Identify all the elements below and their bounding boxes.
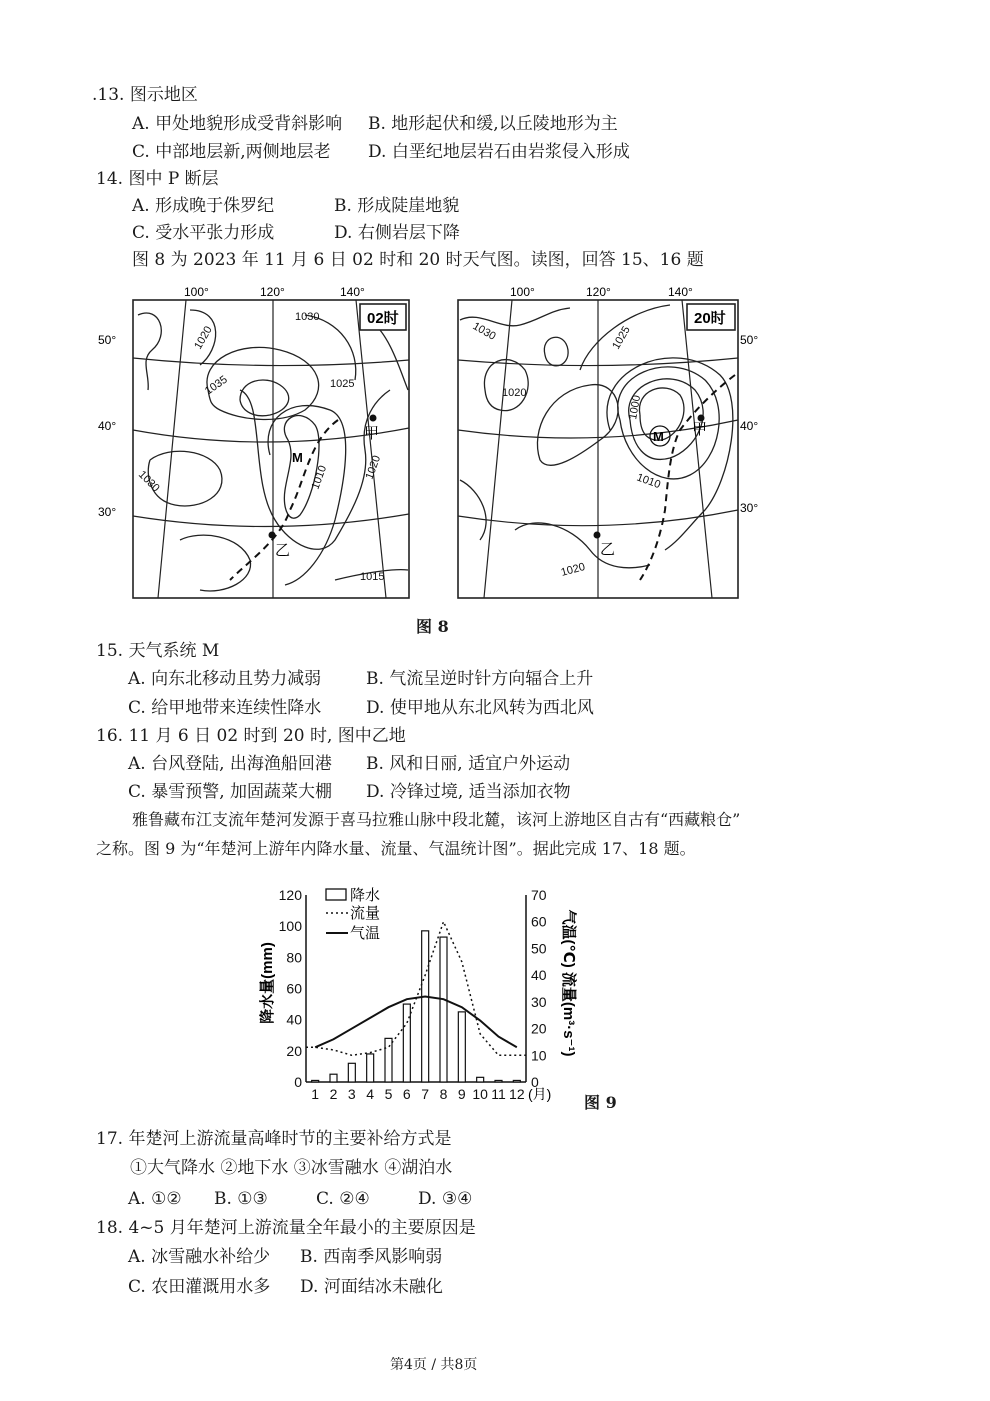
lon-140: 140° — [668, 285, 693, 299]
precip-bar — [403, 1004, 410, 1082]
label-M: M — [653, 429, 664, 444]
q16-stem: 16. 11 月 6 日 02 时到 20 时, 图中乙地 — [96, 726, 406, 746]
y-right-tick-label: 30 — [531, 993, 547, 1010]
figure9-intro-line1: 雅鲁藏布江支流年楚河发源于喜马拉雅山脉中段北麓，该河上游地区自古有“西藏粮仓” — [132, 810, 741, 829]
q15-option-a: A. 向东北移动且势力减弱 — [128, 669, 322, 689]
isobar-label: 1020 — [502, 387, 527, 399]
map-time-label: 02时 — [367, 310, 399, 327]
label-M: M — [292, 450, 303, 465]
y-left-tick-label: 40 — [286, 1011, 302, 1028]
q18-option-b: B. 西南季风影响弱 — [300, 1247, 443, 1267]
precip-bar — [495, 1080, 502, 1082]
figure8-caption: 图 8 — [416, 617, 449, 636]
precip-bar — [312, 1080, 319, 1082]
q18-option-c: C. 农田灌溉用水多 — [128, 1277, 271, 1297]
legend-flow: 流量 — [350, 905, 381, 922]
q13-option-b: B. 地形起伏和缓,以丘陵地形为主 — [368, 114, 618, 134]
y-right-tick-label: 50 — [531, 940, 547, 957]
x-tick-label: 3 — [347, 1086, 356, 1102]
q17-option-c: C. ②④ — [316, 1189, 370, 1209]
x-unit-label: (月) — [528, 1086, 552, 1102]
isobar-label: 1000 — [627, 394, 644, 421]
x-tick-label: 8 — [439, 1086, 448, 1102]
lat-30: 30° — [98, 505, 117, 519]
lon-100: 100° — [184, 285, 209, 299]
y-right-tick-label: 60 — [531, 913, 547, 930]
q18-option-a: A. 冰雪融水补给少 — [128, 1247, 271, 1267]
weather-map-20 — [440, 280, 770, 605]
figure9-caption: 图 9 — [584, 1093, 617, 1112]
precip-bar — [513, 1080, 520, 1082]
y-left-tick-label: 80 — [286, 949, 302, 966]
q13-option-d: D. 白垩纪地层岩石由岩浆侵入形成 — [368, 142, 630, 162]
lon-120: 120° — [260, 285, 285, 299]
lat-40: 40° — [740, 419, 759, 433]
y-right-tick-label: 10 — [531, 1047, 547, 1064]
figure8-intro: 图 8 为 2023 年 11 月 6 日 02 时和 20 时天气图。读图，回答 15、16 题 — [132, 250, 704, 270]
q14-option-a: A. 形成晚于侏罗纪 — [132, 196, 275, 216]
x-tick-label: 1 — [311, 1086, 320, 1102]
q14-stem: 14. 图中 P 断层 — [96, 169, 219, 189]
isobar-label: 1030 — [135, 468, 162, 495]
x-tick-label: 5 — [384, 1086, 393, 1102]
x-tick-label: 4 — [366, 1086, 375, 1102]
lon-120: 120° — [586, 285, 611, 299]
precip-bar — [477, 1077, 484, 1082]
isobar-label: 1015 — [360, 571, 385, 583]
q16-option-c: C. 暴雪预警, 加固蔬菜大棚 — [128, 782, 333, 802]
isobar-label: 1030 — [470, 320, 498, 343]
precip-bar — [440, 937, 447, 1082]
weather-map-02 — [90, 280, 420, 605]
precip-bar — [348, 1063, 355, 1082]
precip-bar — [422, 931, 429, 1082]
q15-stem: 15. 天气系统 M — [96, 641, 220, 661]
q17-option-b: B. ①③ — [214, 1189, 268, 1209]
x-tick-label: 11 — [491, 1086, 506, 1102]
q13-option-c: C. 中部地层新,两侧地层老 — [132, 142, 331, 162]
q16-option-b: B. 风和日丽, 适宜户外运动 — [366, 754, 571, 774]
isobar-label: 1010 — [634, 471, 663, 492]
isobar-label: 1020 — [559, 560, 587, 579]
x-tick-label: 6 — [402, 1086, 411, 1102]
q16-option-d: D. 冷锋过境, 适当添加衣物 — [366, 782, 571, 802]
label-jia: 甲 — [364, 425, 380, 442]
y-right-label: 气温(℃) 流量(m³·s⁻¹) — [560, 909, 577, 1057]
q17-option-d: D. ③④ — [418, 1189, 473, 1209]
x-tick-label: 2 — [329, 1086, 338, 1102]
lat-40: 40° — [98, 419, 117, 433]
page-footer: 第4页 / 共8页 — [390, 1357, 478, 1373]
legend-temp: 气温 — [350, 925, 381, 942]
q18-stem: 18. 4~5 月年楚河上游流量全年最小的主要原因是 — [96, 1218, 476, 1238]
y-left-tick-label: 20 — [286, 1042, 302, 1059]
q14-option-d: D. 右侧岩层下降 — [334, 223, 460, 243]
precip-bar — [330, 1074, 337, 1082]
y-left-tick-label: 60 — [286, 980, 302, 997]
y-left-tick-label: 120 — [278, 887, 302, 903]
isobar-label: 1010 — [309, 463, 330, 492]
y-right-tick-label: 70 — [531, 887, 547, 903]
isobar-label: 1025 — [330, 378, 355, 390]
q13-option-a: A. 甲处地貌形成受背斜影响 — [132, 114, 343, 134]
precip-bar — [367, 1054, 374, 1082]
x-tick-label: 10 — [472, 1086, 488, 1102]
lon-100: 100° — [510, 285, 535, 299]
lat-30: 30° — [740, 501, 759, 515]
q13-stem: .13. 图示地区 — [92, 85, 198, 105]
q17-stem: 17. 年楚河上游流量高峰时节的主要补给方式是 — [96, 1129, 452, 1149]
q15-option-d: D. 使甲地从东北风转为西北风 — [366, 698, 594, 718]
label-yi: 乙 — [275, 542, 291, 559]
label-yi: 乙 — [600, 541, 616, 558]
isobar-label: 1035 — [202, 373, 230, 398]
y-right-tick-label: 40 — [531, 967, 547, 984]
figure9-chart — [250, 875, 600, 1110]
x-tick-label: 9 — [457, 1086, 466, 1102]
q14-option-b: B. 形成陡崖地貌 — [334, 196, 460, 216]
x-tick-label: 7 — [421, 1086, 430, 1102]
legend-precip: 降水 — [350, 887, 381, 904]
y-left-tick-label: 0 — [294, 1074, 302, 1090]
isobar-label: 1030 — [295, 311, 320, 323]
y-left-tick-label: 100 — [278, 918, 302, 935]
y-right-tick-label: 0 — [531, 1074, 539, 1090]
figure9-intro-line2: 之称。图 9 为“年楚河上游年内降水量、流量、气温统计图”。据此完成 17、18 题。 — [96, 839, 696, 858]
q15-option-b: B. 气流呈逆时针方向辐合上升 — [366, 669, 594, 689]
lat-50: 50° — [740, 333, 759, 347]
q17-items: ①大气降水 ②地下水 ③冰雪融水 ④湖泊水 — [130, 1158, 453, 1178]
isobar-label: 1020 — [192, 324, 215, 352]
isobar-label: 1020 — [363, 453, 384, 482]
q17-option-a: A. ①② — [128, 1189, 182, 1209]
q16-option-a: A. 台风登陆, 出海渔船回港 — [128, 754, 332, 774]
precip-bar — [385, 1038, 392, 1082]
lon-140: 140° — [340, 285, 365, 299]
y-left-label: 降水量(mm) — [259, 942, 276, 1024]
q18-option-d: D. 河面结冰未融化 — [300, 1277, 443, 1297]
y-right-tick-label: 20 — [531, 1020, 547, 1037]
map-time-label: 20时 — [694, 310, 726, 327]
lat-50: 50° — [98, 333, 117, 347]
temperature-series-line — [315, 997, 517, 1048]
x-tick-label: 12 — [509, 1086, 525, 1102]
q15-option-c: C. 给甲地带来连续性降水 — [128, 698, 322, 718]
q14-option-c: C. 受水平张力形成 — [132, 223, 275, 243]
precip-bar — [458, 1012, 465, 1082]
isobar-label: 1025 — [610, 324, 633, 352]
label-jia: 甲 — [692, 421, 708, 438]
